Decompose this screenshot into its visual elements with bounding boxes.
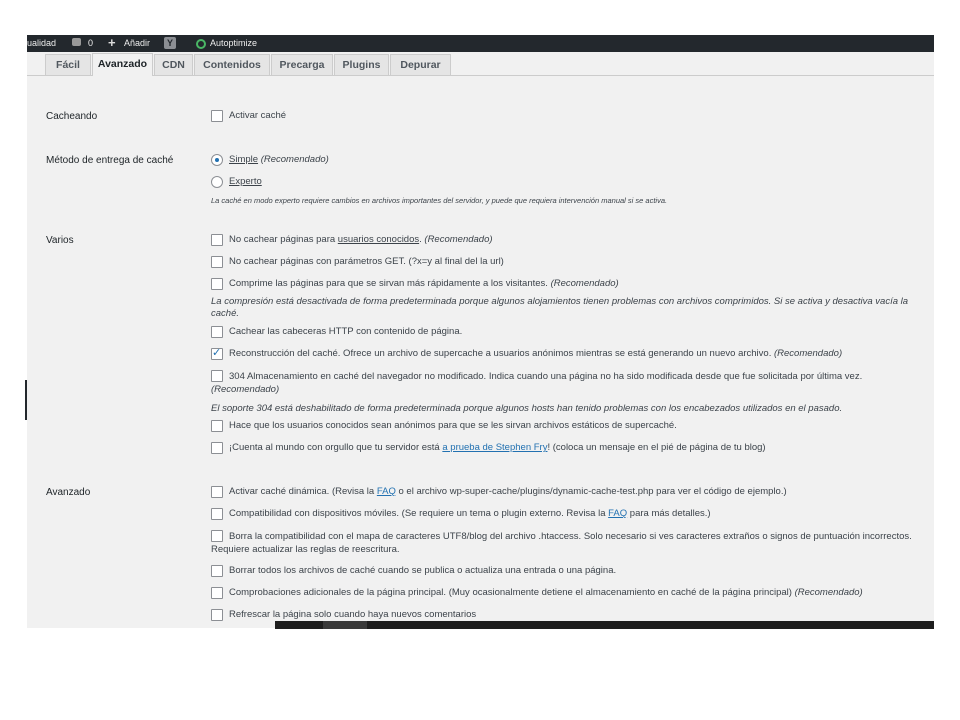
adv-refresh-comments-checkbox[interactable]: [211, 609, 223, 621]
autoptimize-status-icon: [196, 39, 206, 49]
delivery-simple-radio[interactable]: [211, 154, 223, 166]
misc-get-params-label: No cachear páginas con parámetros GET. (?x=y al final del la url): [229, 256, 504, 267]
support-304-note: El soporte 304 está deshabilitado de forma predeterminada porque algunos hosts han tenido problemas con los encabezados utilizados en el pasado.: [211, 403, 843, 414]
misc-stephen-fry-label: ¡Cuenta al mundo con orgullo que tu servidor está a prueba de Stephen Fry! (coloca un mensaje en el pié de página de tu blog): [229, 442, 766, 453]
misc-cache-rebuild-checkbox[interactable]: [211, 348, 223, 360]
add-new-icon[interactable]: +: [108, 35, 116, 50]
adv-dynamic-cache-label: Activar caché dinámica. (Revisa la FAQ o el archivo wp-super-cache/plugins/dynamic-cache-test.php para ver el código de ejemplo.): [229, 486, 787, 497]
site-name-link[interactable]: ualidad: [27, 38, 57, 48]
adv-mobile-checkbox[interactable]: [211, 508, 223, 520]
simple-text: Simple: [229, 154, 259, 165]
expert-mode-note: La caché en modo experto requiere cambios en archivos importantes del servidor, y puede que requiera intervención manual si se activa.: [211, 196, 668, 205]
adv-frontpage-checks-label: Comprobaciones adicionales de la página principal. (Muy ocasionalmente detiene el almacenamiento en caché de la página principal) (Recomendado): [229, 587, 863, 598]
adv-utf8-label: Borra la compatibilidad con el mapa de caracteres UTF8/blog del archivo .htaccess. Solo necesario si ves caracteres extraños o signos de puntuación incorrectos. Requiere actualizar las reglas de reescritura.: [211, 531, 912, 555]
adv-mobile-label: Compatibilidad con dispositivos móviles. (Se requiere un tema o plugin externo. Revisa la FAQ para más detalles.): [229, 508, 711, 519]
adv-frontpage-checks-checkbox[interactable]: [211, 587, 223, 599]
known-users-text: usuarios conocidos: [337, 234, 420, 245]
compression-note: La compresión está desactivada de forma predeterminada porque algunos alojamientos tienen problemas con archivos comprimidos. Si se activa y desactiva vacía la caché.: [211, 296, 909, 319]
autoptimize-link[interactable]: Autoptimize: [210, 38, 258, 48]
misc-compress-label: Comprime las páginas para que se sirvan más rápidamente a los visitantes. (Recomendado): [229, 278, 619, 289]
misc-http-headers-label: Cachear las cabeceras HTTP con contenido de página.: [229, 326, 463, 337]
tab-plugins[interactable]: Plugins: [334, 54, 389, 75]
adv-dynamic-cache-checkbox[interactable]: [211, 486, 223, 498]
misc-label: Varios: [46, 235, 74, 246]
delivery-method-label: Método de entrega de caché: [46, 155, 174, 166]
misc-304-label: 304 Almacenamiento en caché del navegador no modificado. Indica cuando una página no ha sido modificada desde que fue solicitada por última vez. (Recomendado): [211, 371, 863, 395]
faq-link-mobile[interactable]: FAQ: [608, 508, 628, 519]
tab-avanzado[interactable]: Avanzado: [92, 53, 153, 76]
misc-cache-rebuild-label: Reconstrucción del caché. Ofrece un archivo de supercache a usuarios anónimos mientras se está generando un nuevo archivo. (Recomendado): [229, 348, 843, 359]
simple-recommended: (Recomendado): [260, 154, 329, 165]
faq-link-dynamic[interactable]: FAQ: [376, 486, 396, 497]
misc-get-params-checkbox[interactable]: [211, 256, 223, 268]
admin-bar: [27, 35, 934, 52]
stephen-fry-link[interactable]: a prueba de Stephen Fry: [442, 442, 548, 453]
enable-cache-checkbox[interactable]: [211, 110, 223, 122]
adv-refresh-comments-label: Refrescar la página solo cuando haya nuevos comentarios: [229, 609, 477, 620]
taskbar: [275, 621, 934, 629]
delivery-expert-radio[interactable]: [211, 176, 223, 188]
comments-count: 0: [88, 38, 94, 48]
adv-clear-on-publish-checkbox[interactable]: [211, 565, 223, 577]
advanced-label: Avanzado: [46, 487, 91, 498]
caching-label: Cacheando: [46, 111, 98, 122]
comments-icon[interactable]: [72, 38, 81, 46]
taskbar-active-item[interactable]: [323, 621, 367, 629]
add-new-link[interactable]: Añadir: [124, 38, 151, 48]
settings-window: [27, 35, 934, 628]
enable-cache-label: Activar caché: [229, 110, 287, 121]
misc-known-users-label: No cachear páginas para usuarios conocidos. (Recomendado): [229, 234, 493, 245]
misc-known-users-checkbox[interactable]: [211, 234, 223, 246]
window-edge: [25, 380, 27, 420]
misc-anonymous-label: Hace que los usuarios conocidos sean anónimos para que se les sirvan archivos estáticos de supercaché.: [229, 420, 677, 431]
tab-precarga[interactable]: Precarga: [271, 54, 333, 75]
expert-text: Experto: [229, 176, 262, 187]
delivery-simple-label: [229, 154, 329, 165]
delivery-expert-label: [229, 176, 262, 187]
tab-depurar[interactable]: Depurar: [390, 54, 451, 75]
misc-http-headers-checkbox[interactable]: [211, 326, 223, 338]
adv-clear-on-publish-label: Borrar todos los archivos de caché cuando se publica o actualiza una entrada o una página.: [229, 565, 617, 576]
tab-cdn[interactable]: CDN: [154, 54, 193, 75]
misc-anonymous-checkbox[interactable]: [211, 420, 223, 432]
misc-stephen-fry-checkbox[interactable]: [211, 442, 223, 454]
misc-compress-checkbox[interactable]: [211, 278, 223, 290]
tab-divider: [27, 75, 934, 76]
tab-contenidos[interactable]: Contenidos: [194, 54, 270, 75]
tab-facil[interactable]: Fácil: [45, 54, 91, 75]
yoast-icon[interactable]: Y: [164, 37, 176, 49]
